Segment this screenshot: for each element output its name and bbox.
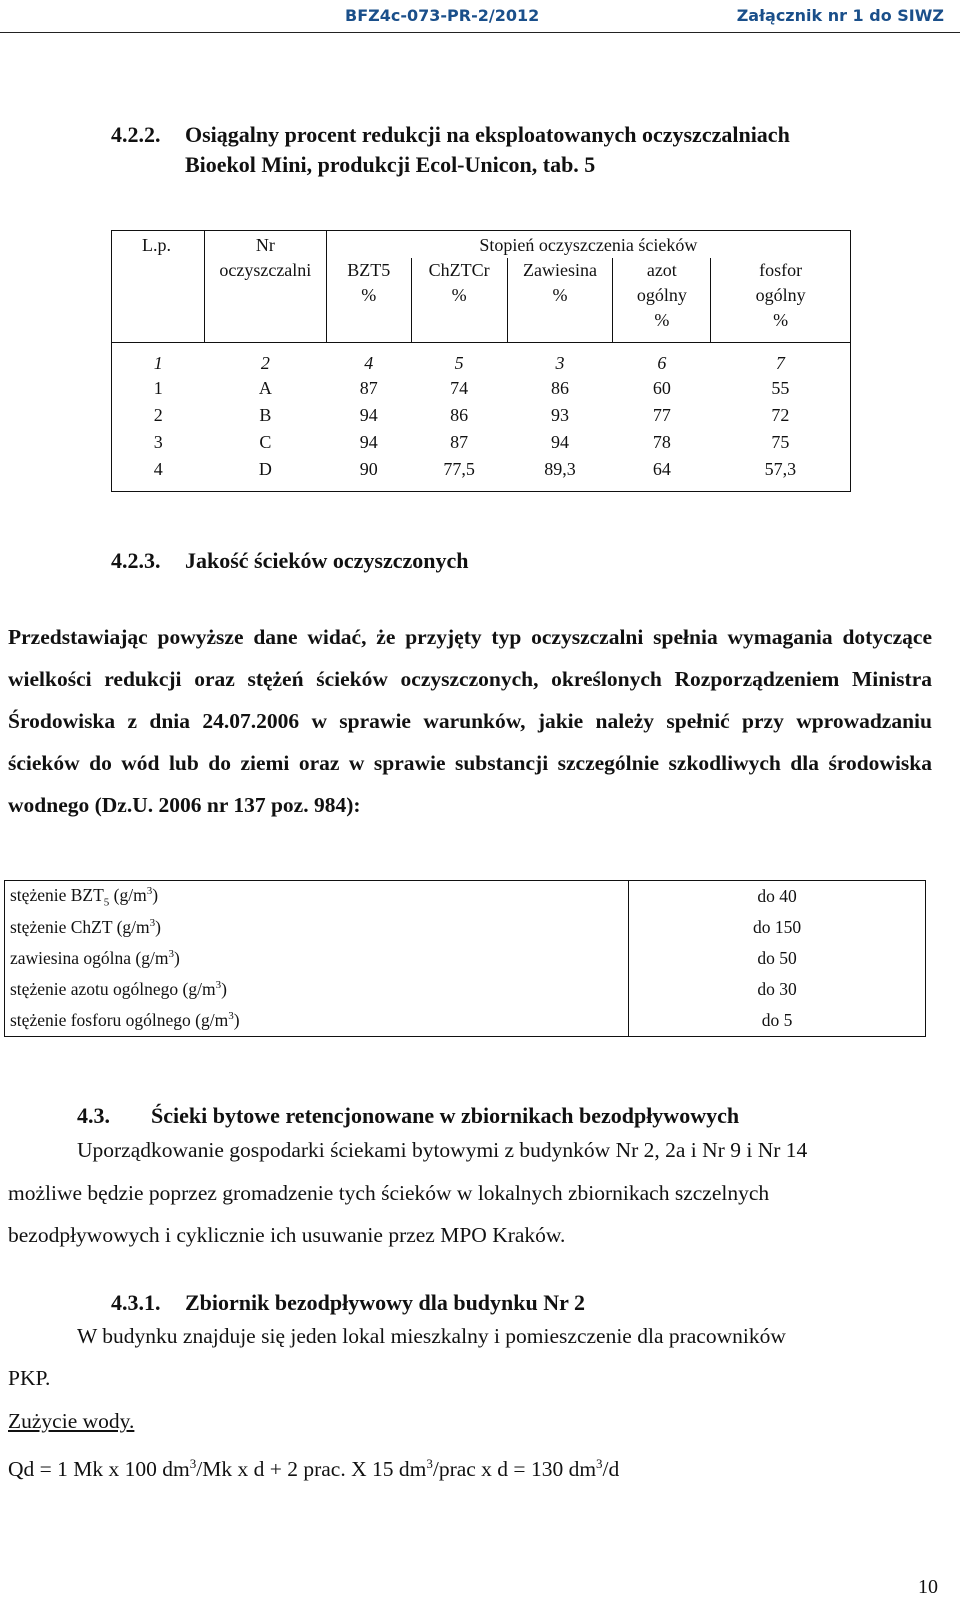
table-cell: 94 — [359, 432, 378, 452]
section-4-3-heading — [77, 1101, 739, 1131]
section-4-3-1-line2: PKP. — [8, 1366, 51, 1390]
water-usage-label: Zużycie wody. — [8, 1409, 135, 1433]
limit-label-fosfor: stężenie fosforu ogólnego $(g/m^3)$ — [10, 1010, 240, 1030]
table-cell: 90 — [359, 459, 378, 479]
table-row — [5, 974, 926, 1005]
table-cell: 93 — [550, 405, 569, 425]
table-cell: 1 — [153, 353, 163, 373]
table-cell: 1 — [153, 378, 163, 398]
table-cell: 7 — [775, 353, 785, 373]
table-cell: 86 — [450, 405, 469, 425]
table-cell: A — [258, 378, 272, 398]
table-cell: D — [258, 459, 272, 479]
table-cell: 2 — [260, 353, 270, 373]
section-number: 4.3. — [77, 1103, 110, 1128]
table-cell: 60 — [652, 378, 671, 398]
table-cell: 55 — [771, 378, 790, 398]
limit-label-zawiesina: zawiesina ogólna $(g/m^3)$ — [10, 948, 180, 968]
table-cell: 64 — [652, 459, 671, 479]
water-usage-formula: Qd = 1 Mk x 100 $dm^3/Mk$ x d + 2 prac. X 15 $dm^3$/prac x d = 130 $dm^3/d$ — [8, 1456, 620, 1482]
table-row — [5, 912, 926, 943]
header-lp: L.p. — [142, 235, 171, 255]
section-4-3-line1: Uporządkowanie gospodarki ściekami bytowymi z budynków Nr 2, 2a i Nr 9 i Nr 14 — [77, 1138, 808, 1162]
table-cell: 89,3 — [544, 459, 576, 479]
table-cell: 78 — [652, 432, 671, 452]
table-cell: C — [259, 432, 272, 452]
section-4-2-3-heading — [111, 546, 469, 576]
table-cell: 94 — [550, 432, 569, 452]
section-number: 4.2.3. — [111, 548, 161, 573]
section-number: 4.2.2. — [111, 122, 161, 147]
table-row — [5, 881, 926, 913]
header-zawiesina: Zawiesina % — [507, 258, 613, 343]
table-cell: 3 — [153, 432, 163, 452]
limit-value-bzt: do 40 — [629, 881, 926, 913]
reduction-table — [111, 230, 851, 492]
table-cell: 57,3 — [764, 459, 797, 479]
section-title: Jakość ścieków oczyszczonych — [185, 548, 469, 573]
table-row — [112, 430, 851, 457]
section-4-3-line2: możliwe będzie poprzez gromadzenie tych ścieków w lokalnych zbiornikach szczelnych — [8, 1181, 770, 1205]
table-cell: 86 — [550, 378, 569, 398]
section-4-3-line3: bezodpływowych i cyklicznie ich usuwanie przez MPO Kraków. — [8, 1223, 566, 1247]
table-header-row — [112, 231, 851, 259]
table-cell: 94 — [359, 405, 378, 425]
table-row — [112, 376, 851, 403]
section-number: 4.3.1. — [111, 1290, 161, 1315]
table-cell: 74 — [450, 378, 469, 398]
header-chztcr: ChZTCr % — [411, 258, 507, 343]
table-cell: 4 — [153, 459, 163, 479]
header-nr: Nr oczyszczalni — [204, 231, 326, 343]
table-cell: 77 — [652, 405, 671, 425]
table-cell: 5 — [454, 353, 464, 373]
limit-value-zawiesina: do 50 — [629, 943, 926, 974]
limit-label-azot: stężenie azotu ogólnego $(g/m^3)$ — [10, 979, 227, 999]
page-number: 10 — [918, 1576, 938, 1598]
section-title: Ścieki bytowe retencjonowane w zbiornikach bezodpływowych — [151, 1103, 740, 1128]
table-row — [112, 403, 851, 430]
table-cell: 6 — [657, 353, 667, 373]
page-header — [0, 0, 960, 33]
section-4-3-1-line1: W budynku znajduje się jeden lokal mieszkalny i pomieszczenie dla pracowników — [77, 1324, 786, 1348]
limit-label-chzt: stężenie ChZT $(g/m^3)$ — [10, 917, 161, 937]
limit-value-chzt: do 150 — [629, 912, 926, 943]
table-cell: 72 — [771, 405, 790, 425]
limit-value-fosfor: do 5 — [629, 1005, 926, 1037]
attachment-label: Załącznik nr 1 do SIWZ — [736, 6, 944, 25]
section-title: Zbiornik bezodpływowy dla budynku Nr 2 — [185, 1290, 586, 1315]
table-cell: B — [259, 405, 272, 425]
table-cell: 2 — [153, 405, 163, 425]
document-code: BFZ4c-073-PR-2/2012 — [345, 6, 540, 25]
table-row — [5, 943, 926, 974]
header-stopien: Stopień oczyszczenia ścieków — [326, 231, 850, 259]
table-cell: 87 — [450, 432, 469, 452]
table-row — [5, 1005, 926, 1037]
table-cell: 75 — [771, 432, 790, 452]
header-azot: azot ogólny % — [613, 258, 711, 343]
concentration-limits-table — [4, 880, 926, 1037]
table-row — [112, 457, 851, 491]
quality-paragraph: Przedstawiając powyższe dane widać, że przyjęty typ oczyszczalni spełnia wymagania dotyczące wielkości redukcji oraz stężeń ścieków oczyszczonych, określonych Rozporządzeniem Ministra Środowiska z dnia 24.07.2006 w sprawie warunków, jakie należy spełnić przy wprowadzaniu ścieków do wód lub do ziemi oraz w sprawie substancji szczególnie szkodliwych dla środowiska wodnego (Dz.U. 2006 nr 137 poz. 984): — [8, 625, 932, 817]
table-cell: 3 — [555, 353, 565, 373]
section-4-3-1-heading — [111, 1288, 585, 1318]
header-fosfor: fosfor ogólny % — [711, 258, 851, 343]
table-column-number-row — [112, 343, 851, 377]
section-title-line2: Bioekol Mini, produkcji Ecol-Unicon, tab. 5 — [185, 152, 596, 177]
limit-value-azot: do 30 — [629, 974, 926, 1005]
table-cell: 87 — [359, 378, 378, 398]
header-bzt5: BZT5 % — [326, 258, 411, 343]
table-cell: 4 — [364, 353, 374, 373]
limit-label-bzt: stężenie $BZT_5$ $(g/m^3)$ — [10, 884, 159, 909]
table-cell: 77,5 — [443, 459, 475, 479]
section-4-2-2-heading — [111, 120, 790, 180]
section-title-line1: Osiągalny procent redukcji na eksploatowanych oczyszczalniach — [185, 122, 790, 147]
